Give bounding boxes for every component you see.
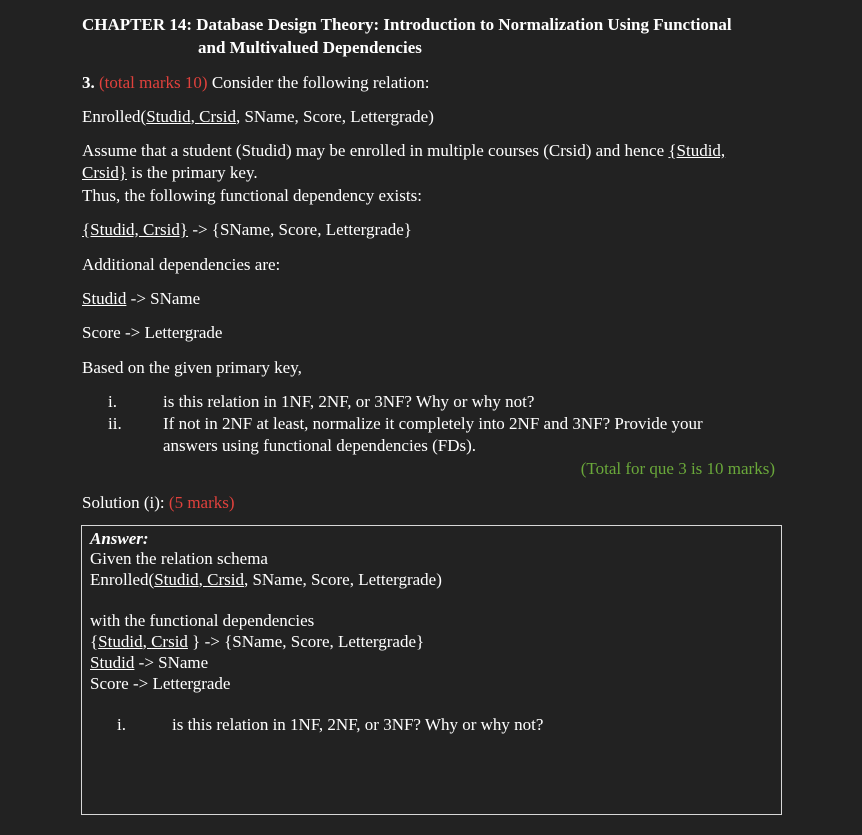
answer-key-studid: Studid <box>154 570 199 589</box>
additional-label: Additional dependencies are: <box>82 255 281 274</box>
relation-name: Enrolled( <box>82 107 147 126</box>
assume-text-rest: is the primary key. <box>127 163 258 182</box>
answer-with-fds: with the functional dependencies <box>90 611 315 630</box>
answer-fd2 <box>90 652 208 673</box>
key-attr-studid: Studid <box>146 107 191 126</box>
thus-line: Thus, the following functional dependency exists: <box>82 186 422 205</box>
fd-studid <box>82 288 200 309</box>
chapter-title-line2: and Multivalued Dependencies <box>198 38 422 57</box>
question-intro-text: Consider the following relation: <box>211 73 430 92</box>
fd-studid-key: Studid <box>82 289 127 308</box>
question-number: 3. <box>82 73 95 92</box>
question-marks: (total marks 10) <box>99 73 208 92</box>
primary-key-part2: Crsid} <box>82 163 127 182</box>
solution-heading <box>82 492 235 513</box>
answer-fd2-key: Studid <box>90 653 135 672</box>
answer-relation: Enrolled(Studid, Crsid, SName, Score, Lettergrade) <box>90 570 442 589</box>
answer-item-marker: i. <box>117 715 126 734</box>
answer-heading: Answer: <box>90 529 149 548</box>
fd-primary-rest: -> {SName, Score, Lettergrade} <box>188 220 412 239</box>
primary-key-part1: {Studid, <box>668 141 726 160</box>
item-i-text: is this relation in 1NF, 2NF, or 3NF? Why or why not? <box>163 392 535 411</box>
answer-relation-name: Enrolled( <box>90 570 155 589</box>
fd-primary <box>82 219 412 240</box>
answer-fd1-crsid: Crsid <box>151 632 188 651</box>
item-i-marker: i. <box>108 392 117 411</box>
item-ii-text: If not in 2NF at least, normalize it completely into 2NF and 3NF? Provide your <box>163 414 703 433</box>
solution-marks: (5 marks) <box>168 493 235 512</box>
relation-rest: , SName, Score, Lettergrade) <box>235 107 434 126</box>
answer-fd1-studid: Studid <box>98 632 143 651</box>
item-ii-marker: ii. <box>108 414 122 433</box>
answer-fd1-rest: } -> {SName, Score, Lettergrade} <box>187 632 425 651</box>
based-on-line: Based on the given primary key, <box>82 358 302 377</box>
answer-given: Given the relation schema <box>90 549 268 568</box>
answer-relation-rest: , SName, Score, Lettergrade) <box>243 570 442 589</box>
answer-item-text: is this relation in 1NF, 2NF, or 3NF? Why or why not? <box>172 715 544 734</box>
total-marks: (Total for que 3 is 10 marks) <box>580 459 775 478</box>
assume-text: Assume that a student (Studid) may be enrolled in multiple courses (Crsid) and hence <box>82 141 669 160</box>
question-intro <box>82 72 430 93</box>
answer-fd3: Score -> Lettergrade <box>90 674 231 693</box>
answer-fd1: {Studid, Crsid } -> {SName, Score, Lettergrade} <box>90 632 425 651</box>
answer-key-crsid: Crsid <box>207 570 244 589</box>
assume-line2 <box>82 162 258 183</box>
answer-fd2-rest: -> SName <box>134 653 209 672</box>
fd-score: Score -> Lettergrade <box>82 323 223 342</box>
fd-studid-rest: -> SName <box>126 289 201 308</box>
fd-primary-key: {Studid, Crsid} <box>82 220 189 239</box>
chapter-title-line1: CHAPTER 14: Database Design Theory: Introduction to Normalization Using Functional <box>82 15 732 34</box>
key-attr-crsid: Crsid <box>199 107 236 126</box>
answer-fd1-open: { <box>90 632 99 651</box>
relation-schema: Enrolled(Studid, Crsid, SName, Score, Lettergrade) <box>82 107 434 126</box>
solution-label: Solution (i): <box>82 493 169 512</box>
assume-line1 <box>82 140 725 161</box>
item-ii-text2: answers using functional dependencies (FDs). <box>163 436 477 455</box>
